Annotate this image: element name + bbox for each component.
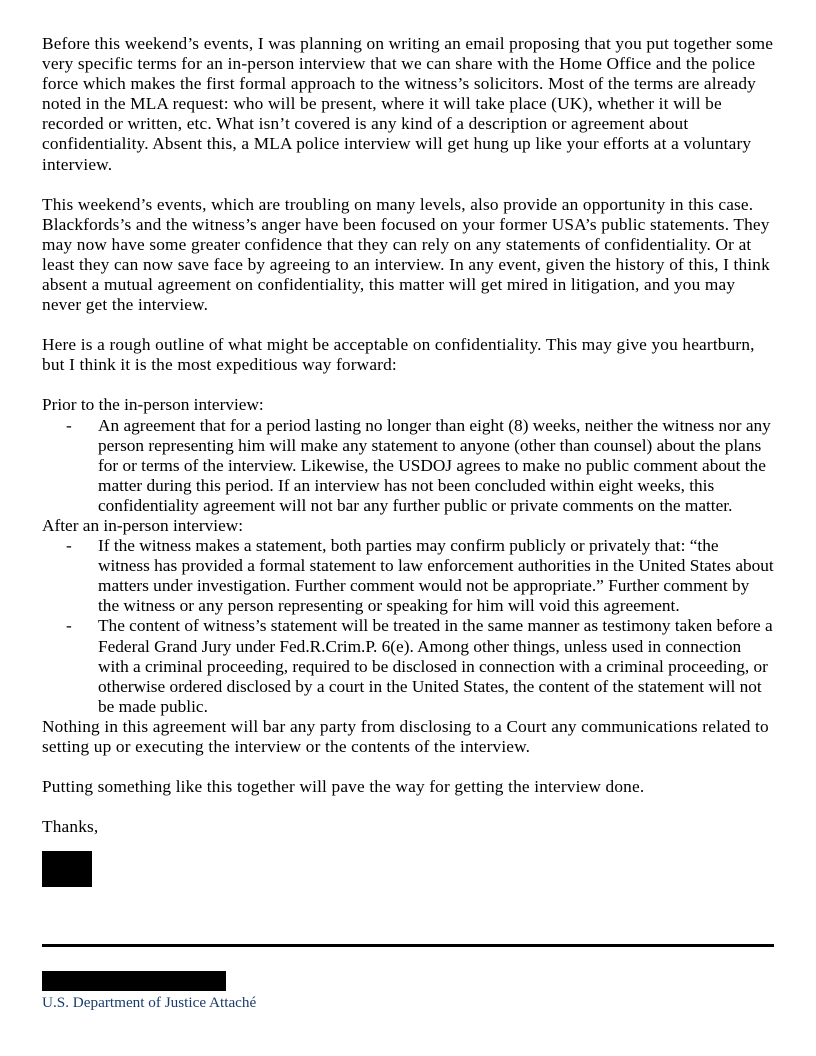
section-one-list xyxy=(42,416,774,516)
paragraph-spacer xyxy=(42,175,774,195)
footer-divider xyxy=(42,944,774,947)
section-two-heading: After an in-person interview: xyxy=(42,515,244,535)
dash-bullet-icon: - xyxy=(66,536,72,556)
dash-bullet-icon: - xyxy=(66,415,72,435)
dash-bullet-icon: - xyxy=(66,616,72,636)
paragraph-spacer xyxy=(42,375,774,395)
list-item-text: The content of witness’s statement will be treated in the same manner as testimony taken before a Federal Grand Jury under Fed.R.Crim.P. 6(e). Among other things, unless used in connection with a criminal proceeding, required to be disclosed in connection with a criminal proceeding, or otherwise ordered disclosed by a court in the United States, the content of the statement will not be made public. xyxy=(98,616,773,716)
paragraph-spacer xyxy=(42,797,774,817)
section-two-list xyxy=(42,536,774,717)
signature-redaction-block xyxy=(42,851,92,887)
list-item-text: An agreement that for a period lasting no longer than eight (8) weeks, neither the witness nor any person representing him will make any statement to anyone (other than counsel) about the plans for or terms of the interview. Likewise, the USDOJ agrees to make no public comment about the matter during this period. If an interview has not been concluded within eight weeks, this confidentiality agreement will not bar any further public or private comments on the matter. xyxy=(98,415,771,515)
signoff: Thanks, xyxy=(42,817,99,837)
document-body xyxy=(42,34,774,887)
paragraph-spacer xyxy=(42,315,774,335)
list-item-text: If the witness makes a statement, both parties may confirm publicly or privately that: “the witness has provided a formal statement to law enforcement authorities in the United States about matters under investigation. Further comment would not be appropriate.” Further comment by the witness or any person representing or speaking for him will void this agreement. xyxy=(98,536,774,616)
list-item xyxy=(42,616,774,716)
closing-paragraph-2: Putting something like this together will pave the way for getting the interview done. xyxy=(42,777,645,797)
paragraph-1: Before this weekend’s events, I was planning on writing an email proposing that you put together some very specific terms for an in-person interview that we can share with the Home Office and the police force which makes the first formal approach to the witness’s solicitors. Most of the terms are already noted in the MLA request: who will be present, where it will take place (UK), whether it will be recorded or written, etc. What isn’t covered is any kind of a description or agreement about confidentiality. Absent this, a MLA police interview will get hung up like your efforts at a voluntary interview. xyxy=(42,34,774,174)
footer-signature-title: U.S. Department of Justice Attaché xyxy=(42,994,257,1011)
paragraph-spacer xyxy=(42,757,774,777)
list-item xyxy=(42,416,774,516)
section-one-heading: Prior to the in-person interview: xyxy=(42,395,264,415)
list-item xyxy=(42,536,774,616)
closing-paragraph-1: Nothing in this agreement will bar any party from disclosing to a Court any communications related to setting up or executing the interview or the contents of the interview. xyxy=(42,716,769,756)
footer-name-redaction-block xyxy=(42,971,226,991)
paragraph-2: This weekend’s events, which are troubling on many levels, also provide an opportunity in this case. Blackfords’s and the witness’s anger have been focused on your former USA’s public statements. They may now have some greater confidence that they can rely on any statements of confidentiality. Or at least they can now save face by agreeing to an interview. In any event, given the history of this, I think absent a mutual agreement on confidentiality, this matter will get mired in litigation, and you may never get the interview. xyxy=(42,194,770,315)
paragraph-3: Here is a rough outline of what might be acceptable on confidentiality. This may give you heartburn, but I think it is the most expeditious way forward: xyxy=(42,335,755,375)
